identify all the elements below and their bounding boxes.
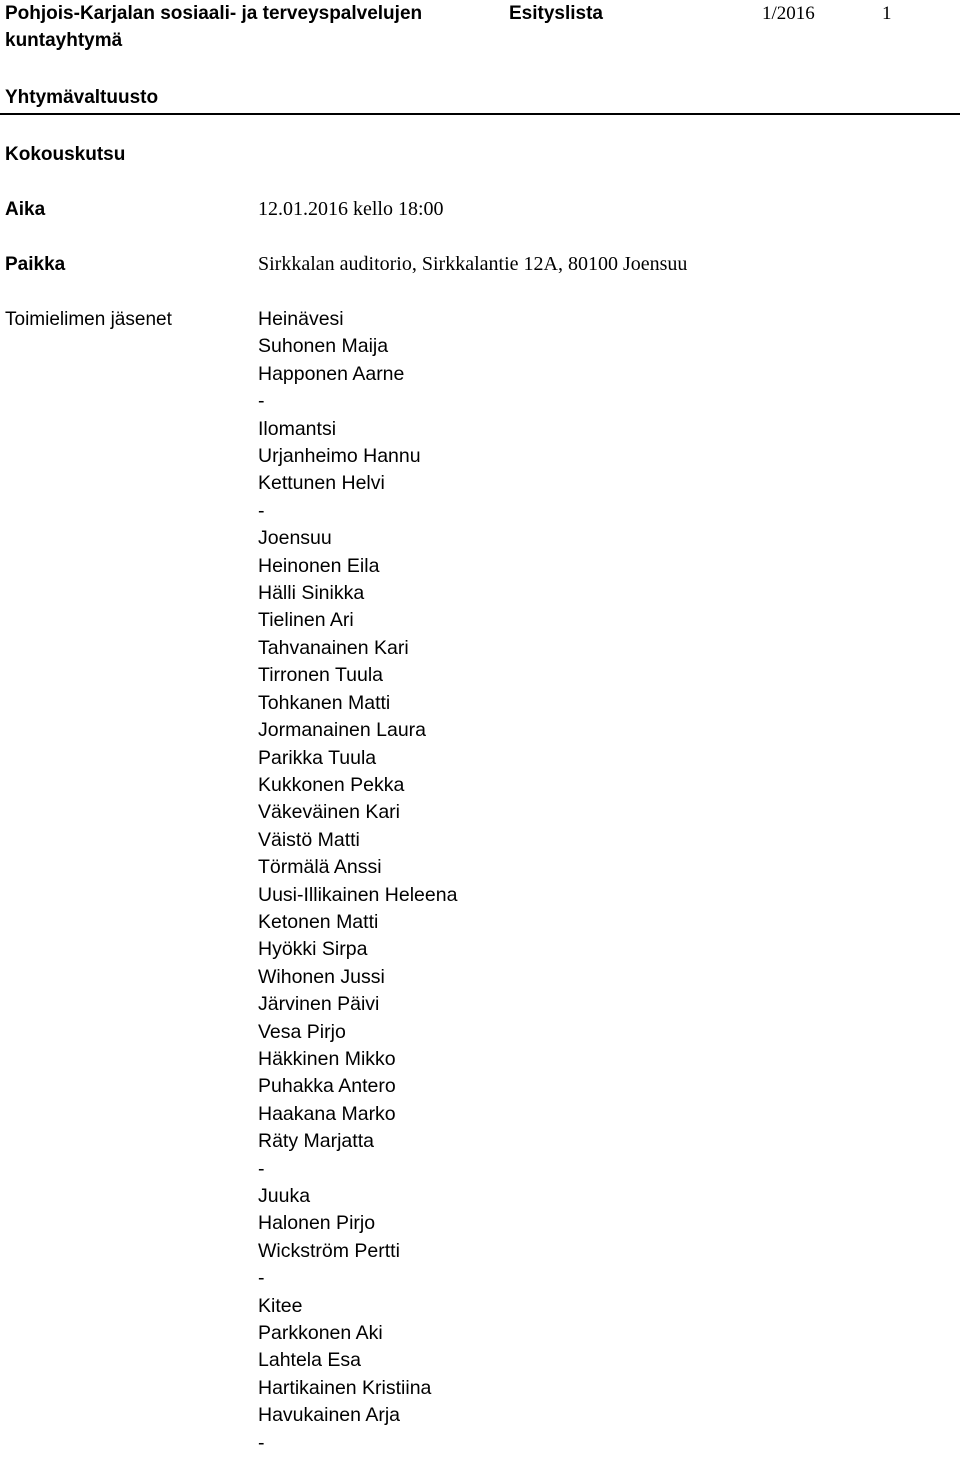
member-separator: -: [258, 499, 265, 522]
time-value: 12.01.2016 kello 18:00: [258, 198, 444, 220]
member-list: [258, 306, 457, 1457]
member-entry: Häkkinen Mikko: [258, 1047, 396, 1070]
member-separator: -: [258, 1267, 265, 1290]
member-entry: Törmälä Anssi: [258, 856, 382, 879]
member-entry: Tohkanen Matti: [258, 691, 391, 714]
organization-name: Pohjois-Karjalan sosiaali- ja terveyspalvelujen kuntayhtymä: [5, 3, 423, 51]
member-entry: Lahtela Esa: [258, 1349, 361, 1372]
member-entry: Happonen Aarne: [258, 362, 405, 385]
member-entry: Järvinen Päivi: [258, 993, 380, 1016]
members-label: Toimielimen jäsenet: [5, 309, 172, 330]
member-entry: Kitee: [258, 1294, 303, 1317]
member-entry: Suhonen Maija: [258, 335, 389, 358]
member-entry: Joensuu: [258, 527, 332, 550]
member-entry: Parkkonen Aki: [258, 1322, 383, 1345]
member-entry: Heinonen Eila: [258, 554, 380, 577]
member-entry: Havukainen Arja: [258, 1404, 401, 1427]
member-entry: Ketonen Matti: [258, 910, 379, 933]
member-entry: Wihonen Jussi: [258, 965, 385, 988]
member-entry: Ilomantsi: [258, 417, 337, 440]
member-separator: -: [258, 1157, 265, 1180]
member-entry: Halonen Pirjo: [258, 1212, 376, 1235]
page-number: 1: [882, 3, 892, 24]
member-entry: Jormanainen Laura: [258, 719, 427, 742]
member-entry: Hälli Sinikka: [258, 582, 365, 605]
member-entry: Hartikainen Kristiina: [258, 1376, 432, 1399]
member-entry: Heinävesi: [258, 308, 344, 330]
member-entry: Kukkonen Pekka: [258, 773, 405, 796]
member-entry: Tirronen Tuula: [258, 664, 384, 687]
member-entry: Väistö Matti: [258, 828, 360, 851]
member-entry: Vesa Pirjo: [258, 1020, 346, 1043]
member-entry: Väkeväinen Kari: [258, 801, 401, 824]
document-type: Esityslista: [509, 3, 603, 24]
member-entry: Puhakka Antero: [258, 1075, 396, 1098]
member-separator: -: [258, 390, 265, 413]
member-entry: Parikka Tuula: [258, 746, 377, 769]
notice-title: Kokouskutsu: [5, 144, 126, 165]
place-label: Paikka: [5, 254, 66, 275]
document-number: 1/2016: [762, 3, 815, 24]
governing-body-title: Yhtymävaltuusto: [5, 87, 159, 108]
member-separator: -: [258, 1431, 265, 1454]
place-value: Sirkkalan auditorio, Sirkkalantie 12A, 80100 Joensuu: [258, 253, 688, 275]
member-entry: Hyökki Sirpa: [258, 938, 368, 961]
member-entry: Tahvanainen Kari: [258, 636, 409, 659]
member-entry: Juuka: [258, 1185, 311, 1207]
member-entry: Uusi-Illikainen Heleena: [258, 883, 458, 906]
member-entry: Tielinen Ari: [258, 609, 354, 632]
member-entry: Kettunen Helvi: [258, 472, 385, 495]
header-divider: [0, 113, 960, 115]
member-entry: Wickström Pertti: [258, 1239, 400, 1262]
member-entry: Urjanheimo Hannu: [258, 445, 421, 468]
time-label: Aika: [5, 199, 46, 220]
member-entry: Haakana Marko: [258, 1102, 396, 1125]
member-entry: Räty Marjatta: [258, 1130, 374, 1153]
